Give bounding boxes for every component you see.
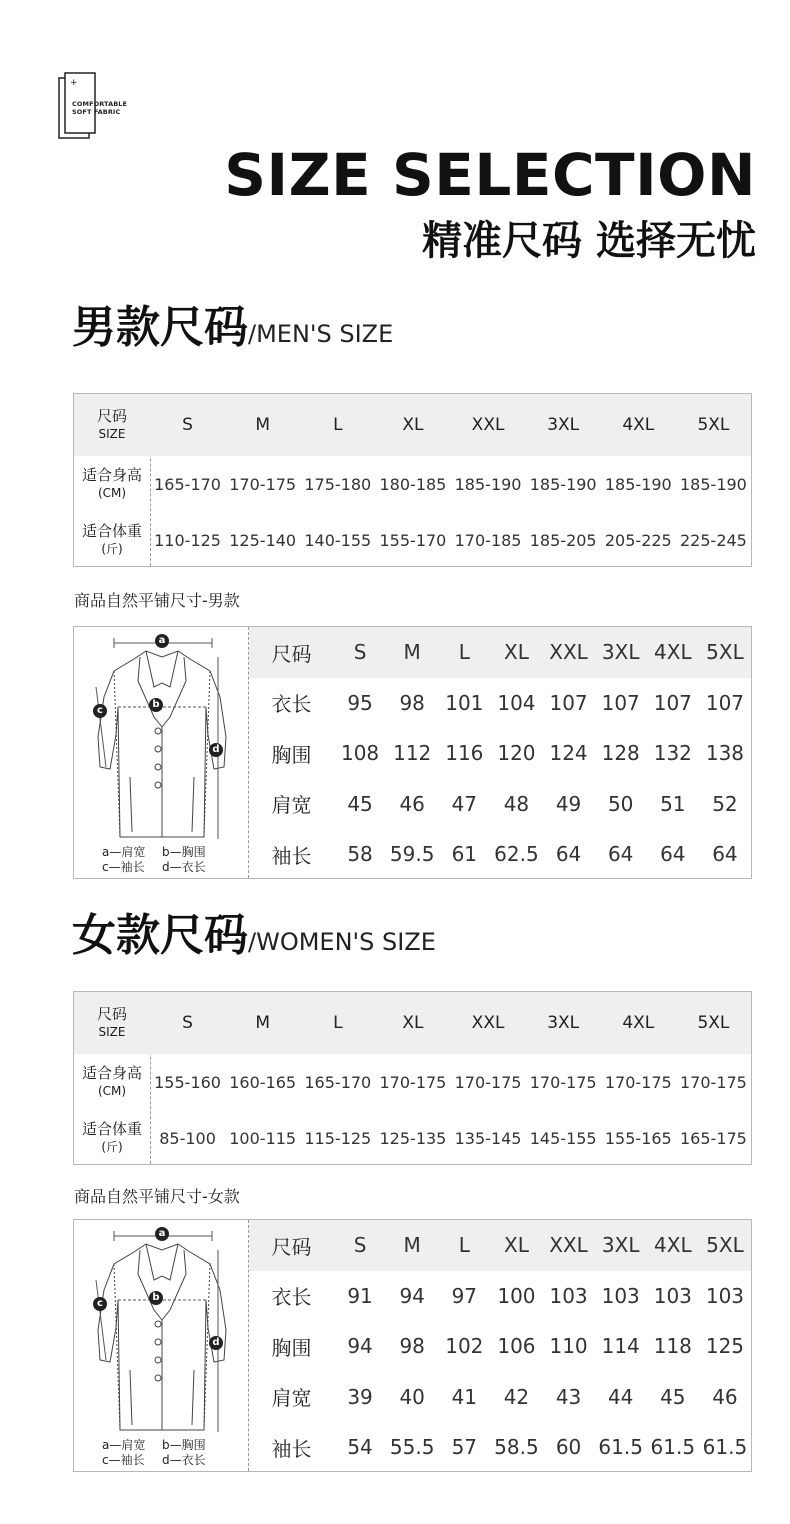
table-cell: S	[182, 415, 193, 435]
size-header-cell: S	[353, 1233, 367, 1258]
table-cell: 45	[347, 791, 373, 816]
hero-title: SIZE SELECTION	[224, 141, 756, 209]
legend-c: c—袖长	[102, 1453, 145, 1467]
size-row	[74, 394, 751, 456]
table-cell: 125	[705, 1334, 745, 1359]
table-cell: XL	[402, 415, 424, 435]
table-cell: 170-175	[529, 1072, 597, 1092]
table-cell: 4XL	[622, 415, 655, 435]
table-cell: 103	[601, 1283, 640, 1308]
size-row	[74, 992, 751, 1054]
table-cell: 165-170	[154, 474, 221, 494]
table-cell: 94	[399, 1283, 425, 1308]
diagram-legend	[102, 1438, 232, 1468]
weight-row	[74, 1110, 751, 1166]
size-header-cell: XXL	[549, 640, 588, 665]
table-cell: XL	[402, 1013, 424, 1033]
table-cell: 110	[549, 1334, 588, 1359]
table-cell: 185-190	[680, 474, 747, 494]
row-label	[74, 407, 150, 443]
size-header-cell: 4XL	[654, 1233, 692, 1258]
table-cell: 128	[601, 741, 640, 766]
table-cell: 3XL	[547, 415, 580, 435]
row-label: 胸围	[271, 742, 312, 767]
measure-row	[249, 829, 751, 880]
men-section-title	[72, 298, 393, 367]
table-cell: 47	[451, 791, 478, 816]
hero-subtitle: 精准尺码 选择无忧	[422, 218, 756, 264]
legend-a: a—肩宽	[102, 845, 146, 859]
marker-b-icon: b	[149, 1291, 163, 1305]
table-cell: L	[333, 415, 343, 435]
row-label: 衣长	[271, 1285, 312, 1310]
measure-row	[249, 779, 751, 830]
row-label: 肩宽	[271, 1386, 312, 1411]
table-cell: 107	[705, 690, 745, 715]
coat-illustration	[74, 627, 248, 878]
table-cell: 104	[497, 690, 536, 715]
row-label-main: 尺码	[96, 1005, 127, 1023]
table-cell: 140-155	[304, 530, 372, 550]
table-cell: 115-125	[304, 1128, 372, 1148]
table-cell: 57	[451, 1435, 478, 1460]
table-cell: 64	[712, 842, 738, 867]
row-label	[74, 522, 150, 558]
women-title-en: /WOMEN'S SIZE	[248, 928, 436, 956]
measure-row	[249, 1271, 751, 1322]
size-header-cell: 5XL	[706, 640, 744, 665]
coat-diagram	[74, 627, 248, 842]
size-header-cell: XL	[504, 640, 529, 665]
height-row	[74, 456, 751, 512]
diagram-legend	[102, 845, 232, 875]
row-label-sub: (斤)	[101, 1140, 123, 1154]
women-title-cn: 女款尺码	[72, 910, 248, 961]
row-label-sub: (CM)	[97, 1084, 127, 1098]
measure-header-row	[249, 1220, 751, 1271]
table-cell: M	[255, 1013, 271, 1033]
table-cell: 40	[399, 1384, 425, 1409]
table-cell: 125-140	[229, 530, 297, 550]
table-cell: 120	[497, 741, 536, 766]
table-cell: 91	[347, 1283, 373, 1308]
row-label-main: 适合身高	[81, 466, 142, 484]
table-cell: XXL	[471, 415, 505, 435]
marker-a-icon: a	[155, 634, 169, 648]
row-label-sub: (斤)	[101, 542, 123, 556]
row-label-sub: SIZE	[98, 427, 126, 441]
table-cell: 205-225	[604, 530, 672, 550]
table-cell: 45	[660, 1384, 686, 1409]
table-cell: 44	[607, 1384, 634, 1409]
table-cell: 62.5	[494, 842, 539, 867]
row-label: 尺码	[271, 641, 312, 666]
size-header-cell: 5XL	[706, 1233, 744, 1258]
table-cell: 155-170	[379, 530, 447, 550]
table-cell: 85-100	[159, 1128, 216, 1148]
table-cell: 5XL	[697, 1013, 730, 1033]
table-cell: 175-180	[304, 474, 372, 494]
row-label: 肩宽	[271, 793, 312, 818]
table-cell: 118	[653, 1334, 692, 1359]
table-cell: 59.5	[389, 842, 435, 867]
marker-d-icon: d	[209, 743, 223, 757]
table-cell: 125-135	[379, 1128, 447, 1148]
legend-a: a—肩宽	[102, 1438, 146, 1452]
table-cell: 124	[549, 741, 588, 766]
size-header-cell: L	[458, 1233, 470, 1258]
table-cell: 48	[503, 791, 530, 816]
table-cell: 97	[451, 1283, 478, 1308]
table-cell: 98	[399, 690, 425, 715]
table-cell: 107	[653, 690, 692, 715]
table-cell: 135-145	[454, 1128, 522, 1148]
table-cell: 5XL	[697, 415, 730, 435]
table-cell: 43	[555, 1384, 582, 1409]
coat-illustration	[74, 1220, 248, 1471]
measure-row	[249, 1321, 751, 1372]
women-caption: 商品自然平铺尺寸-女款	[74, 1187, 240, 1206]
row-label-main: 适合体重	[81, 522, 142, 540]
table-cell: 106	[497, 1334, 536, 1359]
table-cell: 64	[607, 842, 634, 867]
measure-row	[249, 1422, 751, 1473]
table-cell: 42	[503, 1384, 530, 1409]
table-cell: 103	[705, 1283, 745, 1308]
row-label: 胸围	[271, 1335, 312, 1360]
table-cell: 98	[399, 1334, 425, 1359]
table-cell: XXL	[471, 1013, 505, 1033]
legend-b: b—胸围	[162, 1438, 206, 1452]
size-header-cell: 3XL	[601, 1233, 640, 1258]
table-cell: 155-160	[154, 1072, 221, 1092]
marker-a-icon: a	[155, 1227, 169, 1241]
table-cell: 185-190	[604, 474, 672, 494]
table-cell: 145-155	[529, 1128, 597, 1148]
table-cell: 39	[347, 1384, 373, 1409]
table-cell: 64	[660, 842, 686, 867]
legend-c: c—袖长	[102, 860, 145, 874]
table-cell: 46	[399, 791, 425, 816]
size-header-cell: 3XL	[601, 640, 640, 665]
table-cell: 185-190	[529, 474, 597, 494]
table-cell: 160-165	[229, 1072, 297, 1092]
table-cell: 100	[497, 1283, 536, 1308]
table-cell: 185-190	[454, 474, 522, 494]
size-header-cell: M	[403, 640, 421, 665]
table-cell: 64	[555, 842, 582, 867]
table-cell: 116	[445, 741, 484, 766]
row-label	[74, 1064, 150, 1100]
table-cell: 54	[347, 1435, 373, 1460]
men-caption: 商品自然平铺尺寸-男款	[74, 591, 240, 610]
men-title-cn: 男款尺码	[72, 302, 248, 353]
men-size-table	[73, 393, 752, 567]
plus-mark: +	[70, 78, 78, 88]
women-size-table	[73, 991, 752, 1165]
row-label-main: 适合体重	[81, 1120, 142, 1138]
table-cell: 61.5	[650, 1435, 696, 1460]
row-label-sub: (CM)	[97, 486, 127, 500]
row-label-main: 适合身高	[81, 1064, 142, 1082]
table-cell: 49	[555, 791, 582, 816]
row-label-main: 尺码	[96, 407, 127, 425]
table-cell: 107	[601, 690, 640, 715]
measure-row	[249, 678, 751, 729]
table-cell: 170-175	[454, 1072, 522, 1092]
table-cell: 138	[705, 741, 745, 766]
marker-c-icon: c	[93, 1297, 107, 1311]
marker-c-icon: c	[93, 704, 107, 718]
men-measure-table	[73, 626, 752, 879]
table-cell: 170-175	[680, 1072, 747, 1092]
table-cell: 4XL	[622, 1013, 655, 1033]
table-cell: 107	[549, 690, 588, 715]
table-cell: 50	[607, 791, 634, 816]
table-cell: 155-165	[604, 1128, 672, 1148]
table-cell: 3XL	[547, 1013, 580, 1033]
women-measure-table	[73, 1219, 752, 1472]
men-title-en: /MEN'S SIZE	[248, 320, 394, 348]
height-row	[74, 1054, 751, 1110]
table-cell: 95	[347, 690, 373, 715]
brand-logo	[58, 72, 148, 142]
table-cell: 61.5	[598, 1435, 643, 1460]
size-header-cell: XL	[504, 1233, 529, 1258]
logo-line-1: COMFORTABLE	[72, 100, 128, 108]
table-cell: 55.5	[389, 1435, 435, 1460]
size-header-cell: L	[458, 640, 470, 665]
table-cell: 41	[451, 1384, 478, 1409]
measure-row	[249, 728, 751, 779]
table-cell: 165-170	[304, 1072, 372, 1092]
size-header-cell: M	[403, 1233, 421, 1258]
size-header-cell: S	[353, 640, 367, 665]
legend-d: d—衣长	[162, 1453, 206, 1467]
table-cell: 94	[347, 1334, 373, 1359]
measure-row	[249, 1372, 751, 1423]
table-cell: 110-125	[154, 530, 221, 550]
table-cell: 100-115	[229, 1128, 297, 1148]
table-cell: S	[182, 1013, 193, 1033]
table-cell: 112	[393, 741, 432, 766]
row-label	[74, 1120, 150, 1156]
row-label	[74, 466, 150, 502]
table-cell: 103	[653, 1283, 692, 1308]
table-cell: 52	[712, 791, 738, 816]
table-cell: 58	[347, 842, 373, 867]
table-cell: 46	[712, 1384, 738, 1409]
marker-b-icon: b	[149, 698, 163, 712]
table-cell: 58.5	[494, 1435, 539, 1460]
table-cell: 103	[549, 1283, 588, 1308]
legend-b: b—胸围	[162, 845, 206, 859]
table-cell: 114	[601, 1334, 640, 1359]
table-cell: 101	[445, 690, 484, 715]
row-label: 袖长	[271, 843, 312, 868]
table-cell: 170-175	[379, 1072, 447, 1092]
table-cell: 185-205	[529, 530, 597, 550]
marker-d-icon: d	[209, 1336, 223, 1350]
logo-text	[72, 100, 127, 116]
table-cell: 170-175	[604, 1072, 672, 1092]
row-label: 尺码	[271, 1234, 312, 1259]
table-cell: 132	[653, 741, 692, 766]
row-label	[74, 1005, 150, 1041]
size-header-cell: XXL	[549, 1233, 588, 1258]
women-section-title	[72, 906, 436, 975]
row-label: 衣长	[271, 692, 312, 717]
table-cell: 165-175	[680, 1128, 747, 1148]
size-header-cell: 4XL	[654, 640, 692, 665]
table-cell: 108	[340, 741, 380, 766]
table-cell: 170-175	[229, 474, 297, 494]
coat-diagram	[74, 1220, 248, 1435]
table-cell: M	[255, 415, 271, 435]
table-cell: 170-185	[454, 530, 522, 550]
measure-header-row	[249, 627, 751, 678]
table-cell: 180-185	[379, 474, 447, 494]
legend-d: d—衣长	[162, 860, 206, 874]
table-cell: 61.5	[702, 1435, 748, 1460]
row-label: 袖长	[271, 1436, 312, 1461]
table-cell: 61	[451, 842, 478, 867]
table-cell: 60	[555, 1435, 582, 1460]
table-cell: L	[333, 1013, 343, 1033]
table-cell: 51	[660, 791, 686, 816]
logo-line-2: SOFT FABRIC	[72, 108, 121, 116]
weight-row	[74, 512, 751, 568]
row-label-sub: SIZE	[98, 1025, 126, 1039]
table-cell: 102	[445, 1334, 484, 1359]
table-cell: 225-245	[680, 530, 747, 550]
